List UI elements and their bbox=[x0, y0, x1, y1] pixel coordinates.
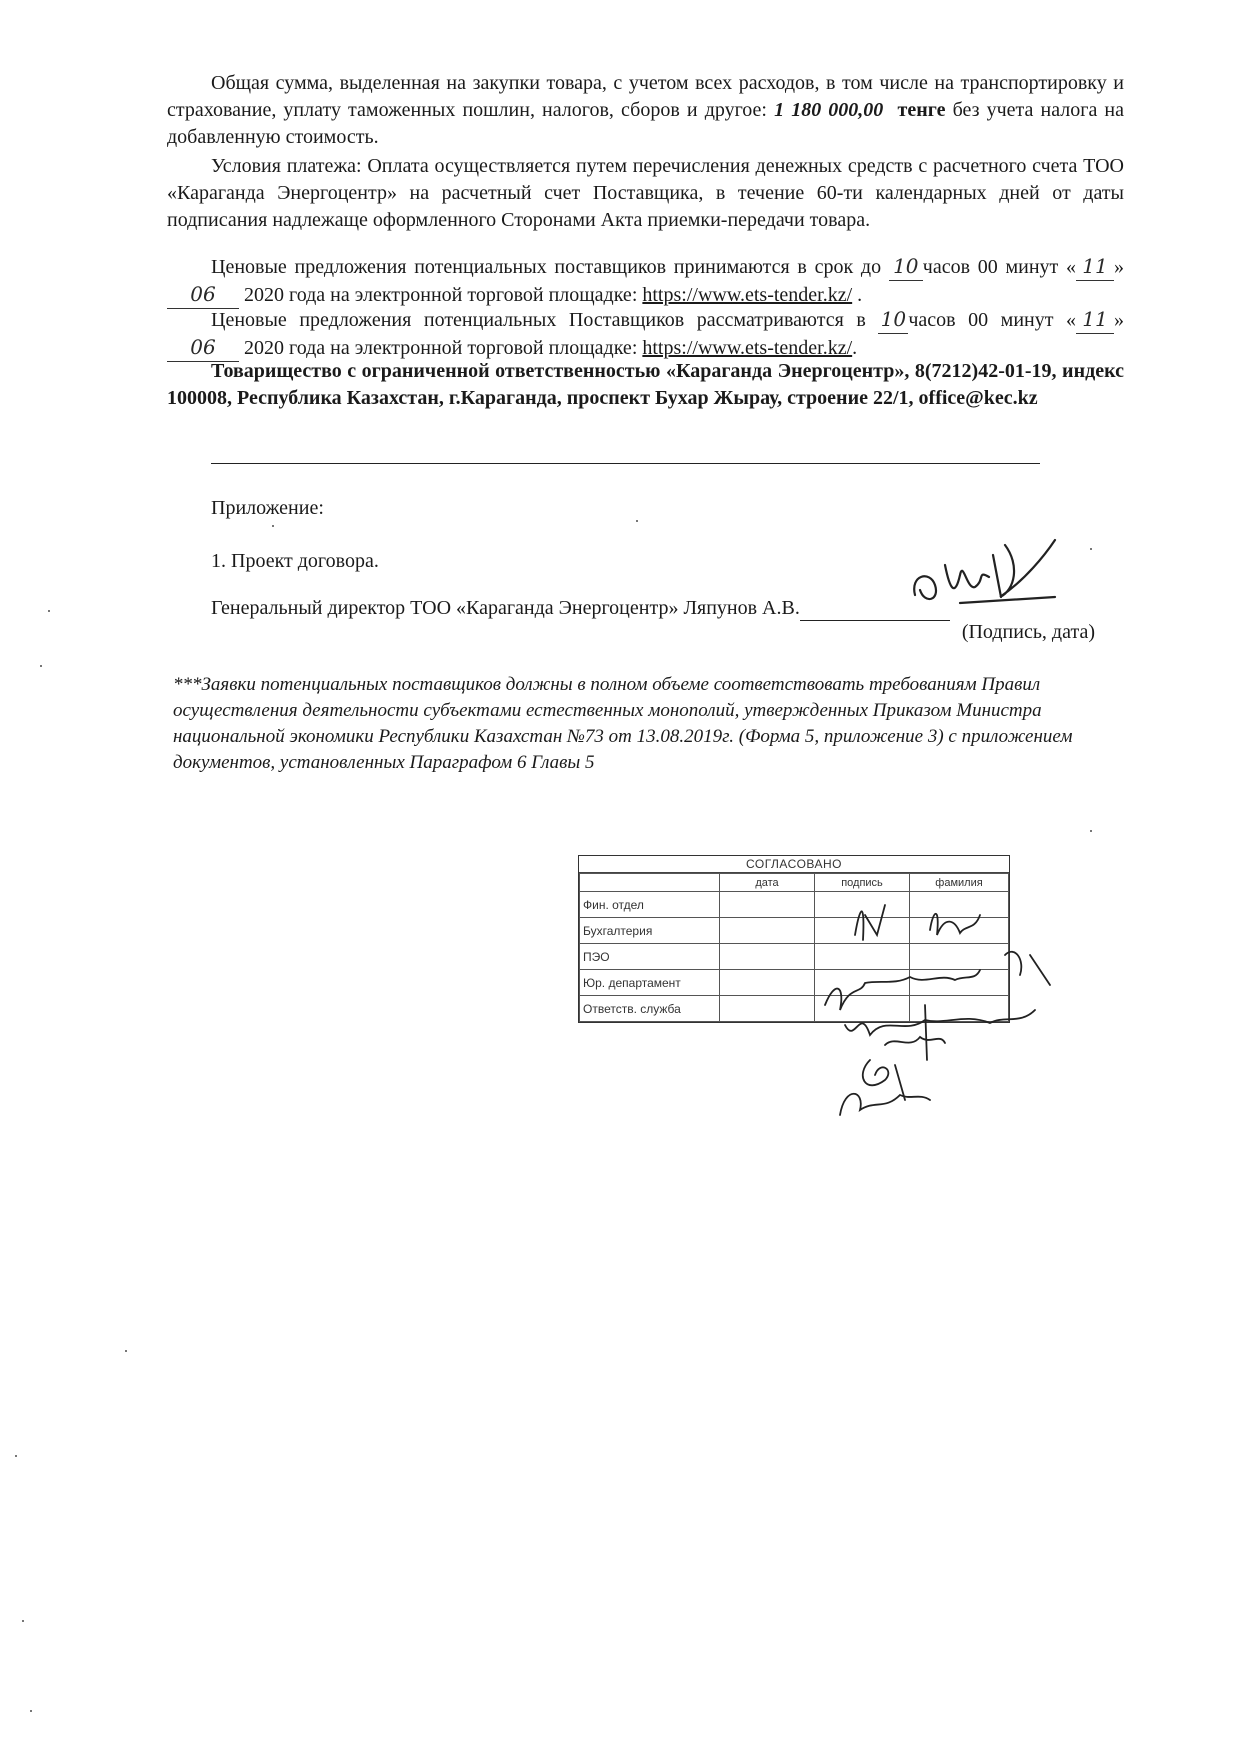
payment-terms-text: Условия платежа: Оплата осуществляется путем перечисления денежных средств с расчетного счета ТОО «Караганда Энергоцентр» на расчетный счет Поставщика, в течение 60-ти календарных дней от даты подписания надлежаще оформленного Сторонами Акта приемки-передачи товара. bbox=[167, 155, 1124, 231]
total-sum-tail: без учета налога на добавленную стоимость. bbox=[167, 99, 1125, 148]
review-day-handwritten: 11 bbox=[1076, 306, 1114, 334]
appendix-label: Приложение: bbox=[211, 497, 324, 519]
review-url-link[interactable]: https://www.ets-tender.kz/ bbox=[642, 337, 853, 359]
requirements-note: ***Заявки потенциальных поставщиков должны в полном объеме соответствовать требованиям Правил осуществления деятельности субъектами естественных монополий, утвержденных Приказом Министра национальной экономики Республики Казахстан №73 от 13.08.2019г. (Форма 5, приложение 3) с приложением документов, установленных Параграфом 6 Главы 5 bbox=[173, 674, 1073, 773]
scan-speck bbox=[30, 1710, 32, 1712]
total-amount: 1 180 000,00 bbox=[774, 99, 884, 121]
scan-speck bbox=[125, 1350, 127, 1352]
acceptance-day-handwritten: 11 bbox=[1076, 253, 1114, 281]
approval-col-header: фамилия bbox=[910, 874, 1009, 892]
scan-speck bbox=[1090, 548, 1092, 550]
scan-speck bbox=[1090, 830, 1092, 832]
review-month-handwritten: 06 bbox=[167, 334, 239, 362]
appendix-item: 1. Проект договора. bbox=[211, 550, 379, 572]
company-details-paragraph bbox=[167, 358, 1124, 412]
approval-col-header: подпись bbox=[815, 874, 910, 892]
separator-line bbox=[211, 463, 1040, 464]
director-text: Генеральный директор ТОО «Караганда Энергоцентр» Ляпунов А.В. bbox=[211, 597, 800, 619]
scan-speck bbox=[40, 665, 42, 667]
payment-terms-paragraph bbox=[167, 153, 1124, 234]
scan-speck bbox=[636, 520, 638, 522]
approval-row-label: Ответств. служба bbox=[580, 996, 720, 1022]
approval-title: СОГЛАСОВАНО bbox=[579, 856, 1009, 873]
review-text-2: часов 00 минут « bbox=[908, 309, 1077, 331]
acceptance-month-handwritten: 06 bbox=[167, 281, 239, 309]
total-sum-lead: Общая сумма, выделенная на закупки товара, с учетом всех расходов, в том числе на транспортировку и страхование, уплату таможенных пошлин, налогов, сборов и другое: bbox=[167, 72, 1124, 121]
acceptance-text-5: . bbox=[857, 284, 863, 306]
approval-col-header: дата bbox=[720, 874, 815, 892]
acceptance-text-1: Ценовые предложения потенциальных поставщиков принимаются в срок до bbox=[211, 256, 882, 278]
review-text-5: . bbox=[852, 337, 858, 359]
approval-row-label: Бухгалтерия bbox=[580, 918, 720, 944]
acceptance-hour-handwritten: 10 bbox=[889, 253, 923, 281]
review-text-4: 2020 года на электронной торговой площадке: bbox=[244, 337, 638, 359]
review-hour-handwritten: 10 bbox=[878, 306, 908, 334]
approval-row-label: Фин. отдел bbox=[580, 892, 720, 918]
scan-speck bbox=[22, 1620, 24, 1622]
approval-signatures bbox=[815, 885, 1095, 1125]
acceptance-text-2: часов 00 минут « bbox=[922, 256, 1077, 278]
signature-caption: (Подпись, дата) bbox=[961, 621, 1095, 643]
approval-col-header bbox=[580, 874, 720, 892]
review-paragraph bbox=[167, 306, 1124, 362]
company-details-text: Товарищество с ограниченной ответственностью «Караганда Энергоцентр», 8(7212)42-01-19, индекс 100008, Республика Казахстан, г.Караганда, проспект Бухар Жырау, строение 22/1, office@kec.kz bbox=[167, 360, 1124, 409]
acceptance-url-link[interactable]: https://www.ets-tender.kz/ bbox=[642, 284, 853, 306]
approval-row-label: ПЭО bbox=[580, 944, 720, 970]
director-signature bbox=[905, 535, 1065, 620]
scan-speck bbox=[272, 525, 274, 527]
total-sum-paragraph bbox=[167, 70, 1124, 151]
acceptance-text-4: 2020 года на электронной торговой площадке: bbox=[244, 284, 638, 306]
currency: тенге bbox=[897, 99, 946, 121]
review-text-1: Ценовые предложения потенциальных Поставщиков рассматриваются в bbox=[211, 309, 866, 331]
approval-row-label: Юр. департамент bbox=[580, 970, 720, 996]
scan-speck bbox=[15, 1455, 17, 1457]
scan-speck bbox=[48, 610, 50, 612]
acceptance-paragraph bbox=[167, 253, 1124, 309]
acceptance-text-3: » bbox=[1114, 256, 1125, 278]
director-line bbox=[211, 595, 950, 621]
review-text-3: » bbox=[1114, 309, 1125, 331]
